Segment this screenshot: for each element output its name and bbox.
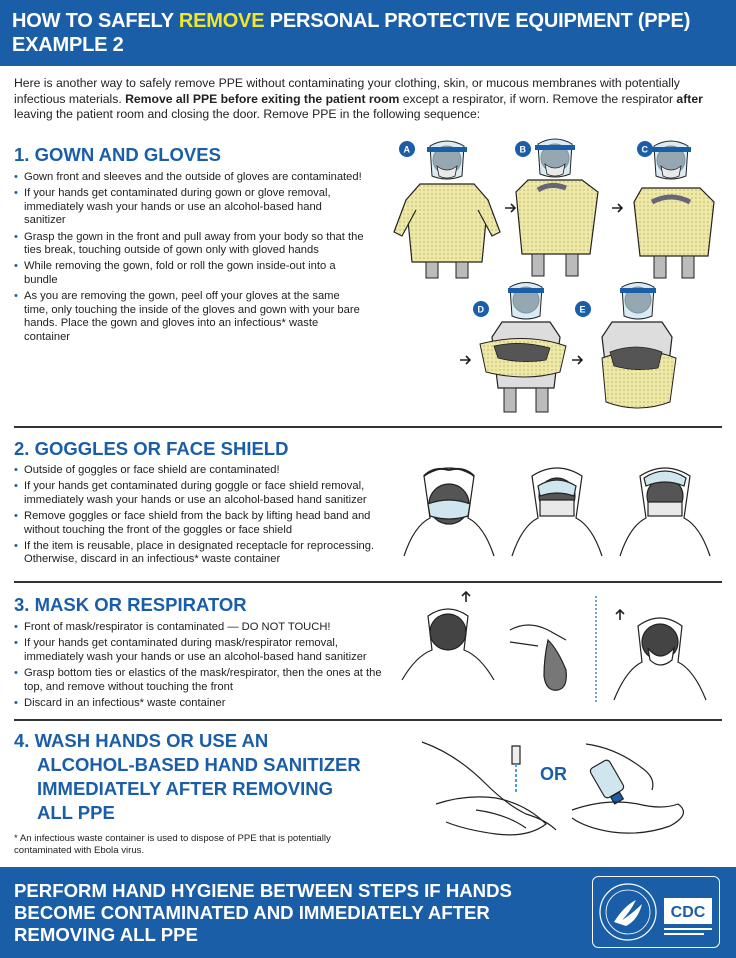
goggles-figure-3 <box>620 468 710 556</box>
or-label: OR <box>540 764 567 784</box>
intro-emphasis-2: after <box>676 91 703 106</box>
list-item: • If your hands get contaminated during mask/respirator removal, immediately wash your hands or use an alcohol-based hand sanitizer <box>14 637 392 664</box>
section-2-bullets <box>14 464 392 570</box>
list-item: • Grasp bottom ties or elastics of the mask/respirator, then the ones at the top, and remove without touching the front <box>14 667 392 694</box>
list-item: • If your hands get contaminated during goggle or face shield removal, immediately wash your hands or use an alcohol-based hand sanitizer <box>14 480 392 507</box>
step-label-d: D <box>477 304 484 315</box>
cdc-logo-text: CDC <box>670 904 706 921</box>
intro-emphasis-1: Remove all PPE before exiting the patient room <box>125 91 400 106</box>
section-3-title: 3. MASK OR RESPIRATOR <box>14 594 247 615</box>
list-item: • As you are removing the gown, peel off your gloves at the same time, only touching the inside of the gloves and gown with your bare hands. Place the gown and gloves into an infectious* waste container <box>14 290 364 344</box>
step-label-e: E <box>579 304 586 315</box>
list-item: • Front of mask/respirator is contaminated — DO NOT TOUCH! <box>14 621 392 635</box>
hand-sanitizer-figure <box>572 744 683 833</box>
section-divider <box>14 581 722 583</box>
hand-washing-figure <box>422 742 556 835</box>
figure-e <box>602 283 676 409</box>
section-4-title: 4. WASH HANDS OR USE AN ALCOHOL-BASED HAND SANITIZER IMMEDIATELY AFTER REMOVING ALL PPE <box>14 730 361 823</box>
figure-a <box>394 141 500 278</box>
page-subtitle: EXAMPLE 2 <box>12 34 124 56</box>
intro-paragraph: Here is another way to safely remove PPE without contaminating your clothing, skin, or mucous membranes with potentially infectious materials. Remove all PPE before exiting the patient room except a respirator, if worn. Remove the respirator after leaving the patient room and closing the door. Remove PPE in the following sequence: <box>14 76 703 121</box>
goggles-figure-2 <box>512 468 602 556</box>
hand-hygiene-illustration <box>416 734 726 846</box>
step-label-c: C <box>641 144 648 155</box>
goggles-removal-illustration <box>394 456 724 566</box>
mask-removal-illustration <box>398 590 724 708</box>
footer-banner <box>0 867 736 958</box>
gown-removal-illustration <box>390 132 726 417</box>
list-item: • If your hands get contaminated during gown or glove removal, immediately wash your hands or use an alcohol-based hand sanitizer <box>14 187 364 228</box>
mask-figure-1 <box>402 592 494 680</box>
title-suffix: PERSONAL PROTECTIVE EQUIPMENT (PPE) <box>264 10 691 32</box>
list-item: • Discard in an infectious* waste container <box>14 697 392 711</box>
step-label-b: B <box>519 144 526 155</box>
list-item: • Gown front and sleeves and the outside of gloves are contaminated! <box>14 171 364 185</box>
list-item: • While removing the gown, fold or roll the gown inside-out into a bundle <box>14 260 364 287</box>
mask-figure-2 <box>510 625 566 690</box>
figure-c <box>634 141 714 278</box>
goggles-figure-1 <box>404 468 494 556</box>
section-1-bullets <box>14 171 364 347</box>
section-2-title: 2. GOGGLES OR FACE SHIELD <box>14 438 289 459</box>
figure-d <box>477 283 566 413</box>
list-item: • If the item is reusable, place in designated receptacle for reprocessing. Otherwise, discard in an infectious* waste container <box>14 540 392 567</box>
cdc-logo <box>592 876 720 948</box>
footer-message: PERFORM HAND HYGIENE BETWEEN STEPS IF HANDS BECOME CONTAMINATED AND IMMEDIATELY AFTER REMOVING ALL PPE <box>14 880 512 945</box>
footnote: * An infectious waste container is used to dispose of PPE that is potentially contaminated with Ebola virus. <box>14 833 331 856</box>
list-item: • Grasp the gown in the front and pull away from your body so that the ties break, touching outside of gown only with gloved hands <box>14 231 364 258</box>
title-highlight: REMOVE <box>178 10 265 32</box>
step-label-a: A <box>403 144 410 155</box>
mask-figure-3 <box>614 610 706 700</box>
section-divider <box>14 719 722 721</box>
section-divider <box>14 426 722 428</box>
section-1-title: 1. GOWN AND GLOVES <box>14 144 221 165</box>
list-item: • Remove goggles or face shield from the back by lifting head band and without touching the front of the goggles or face shield <box>14 510 392 537</box>
title-prefix: HOW TO SAFELY <box>12 10 179 32</box>
figure-b <box>516 139 598 276</box>
section-3-bullets <box>14 621 392 713</box>
page-title <box>12 9 728 57</box>
header-banner <box>0 0 736 66</box>
list-item: • Outside of goggles or face shield are contaminated! <box>14 464 392 478</box>
